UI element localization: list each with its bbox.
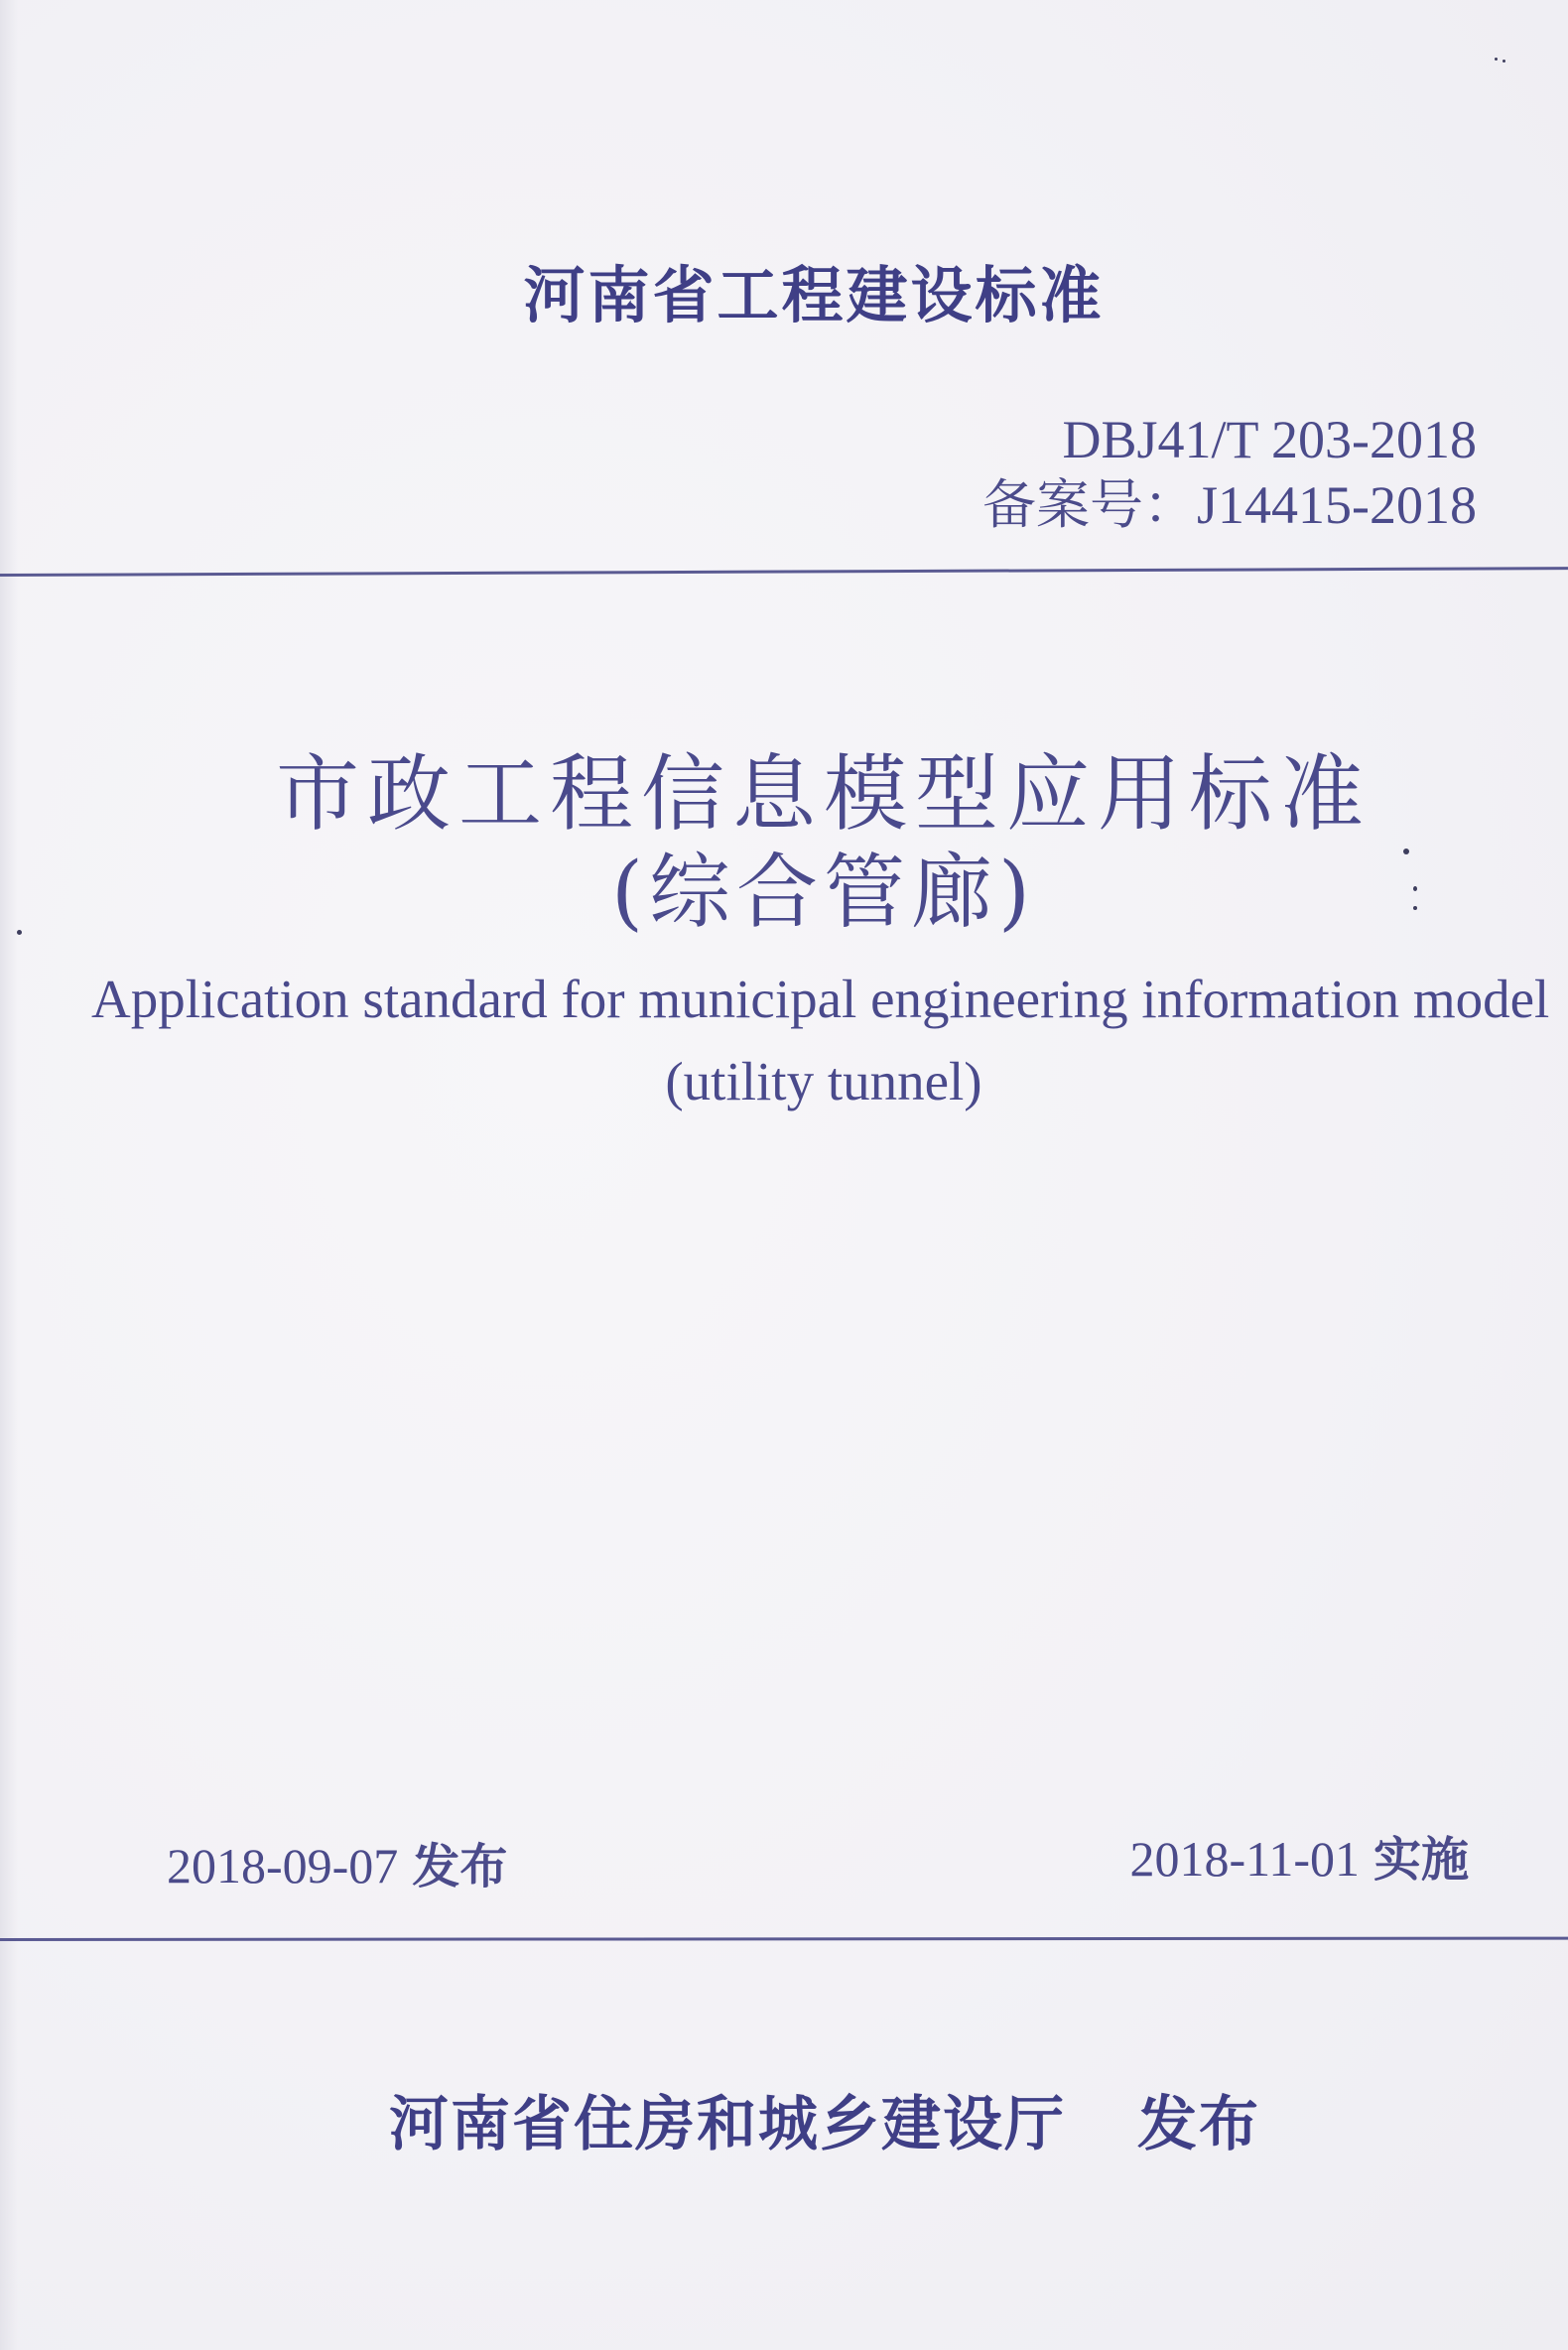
effective-date-line xyxy=(1130,1829,1469,1890)
record-number: 备案号：J14415-2018 xyxy=(982,475,1477,535)
top-divider xyxy=(0,567,1568,577)
series-title: 河南省工程建设标准 xyxy=(523,259,1105,331)
subtitle-english: (utility tunnel) xyxy=(665,1051,982,1111)
scan-speck xyxy=(1403,849,1409,854)
scan-speck xyxy=(1495,58,1498,61)
effective-label: 实施 xyxy=(1372,1832,1469,1888)
title-chinese: 市政工程信息模型应用标准 xyxy=(275,745,1372,843)
publisher-name: 河南省住房和城乡建设厅 xyxy=(389,2090,1066,2159)
scan-speck xyxy=(17,930,22,935)
title-english: Application standard for municipal engineering information model xyxy=(91,969,1550,1029)
scan-speck xyxy=(1503,60,1505,63)
bottom-divider xyxy=(0,1937,1568,1941)
publisher-line xyxy=(389,2077,1260,2162)
publisher-label: 发布 xyxy=(1137,2090,1260,2159)
issue-label: 发布 xyxy=(412,1839,508,1894)
standard-number: DBJ41/T 203-2018 xyxy=(1062,410,1477,469)
effective-date: 2018-11-01 xyxy=(1129,1831,1360,1887)
subtitle-chinese: (综合管廊) xyxy=(611,846,1036,940)
scan-speck xyxy=(1413,886,1417,891)
issue-date-line xyxy=(167,1836,507,1896)
scan-speck xyxy=(1413,906,1417,910)
issue-date: 2018-09-07 xyxy=(167,1838,399,1893)
standard-info xyxy=(982,407,1477,538)
